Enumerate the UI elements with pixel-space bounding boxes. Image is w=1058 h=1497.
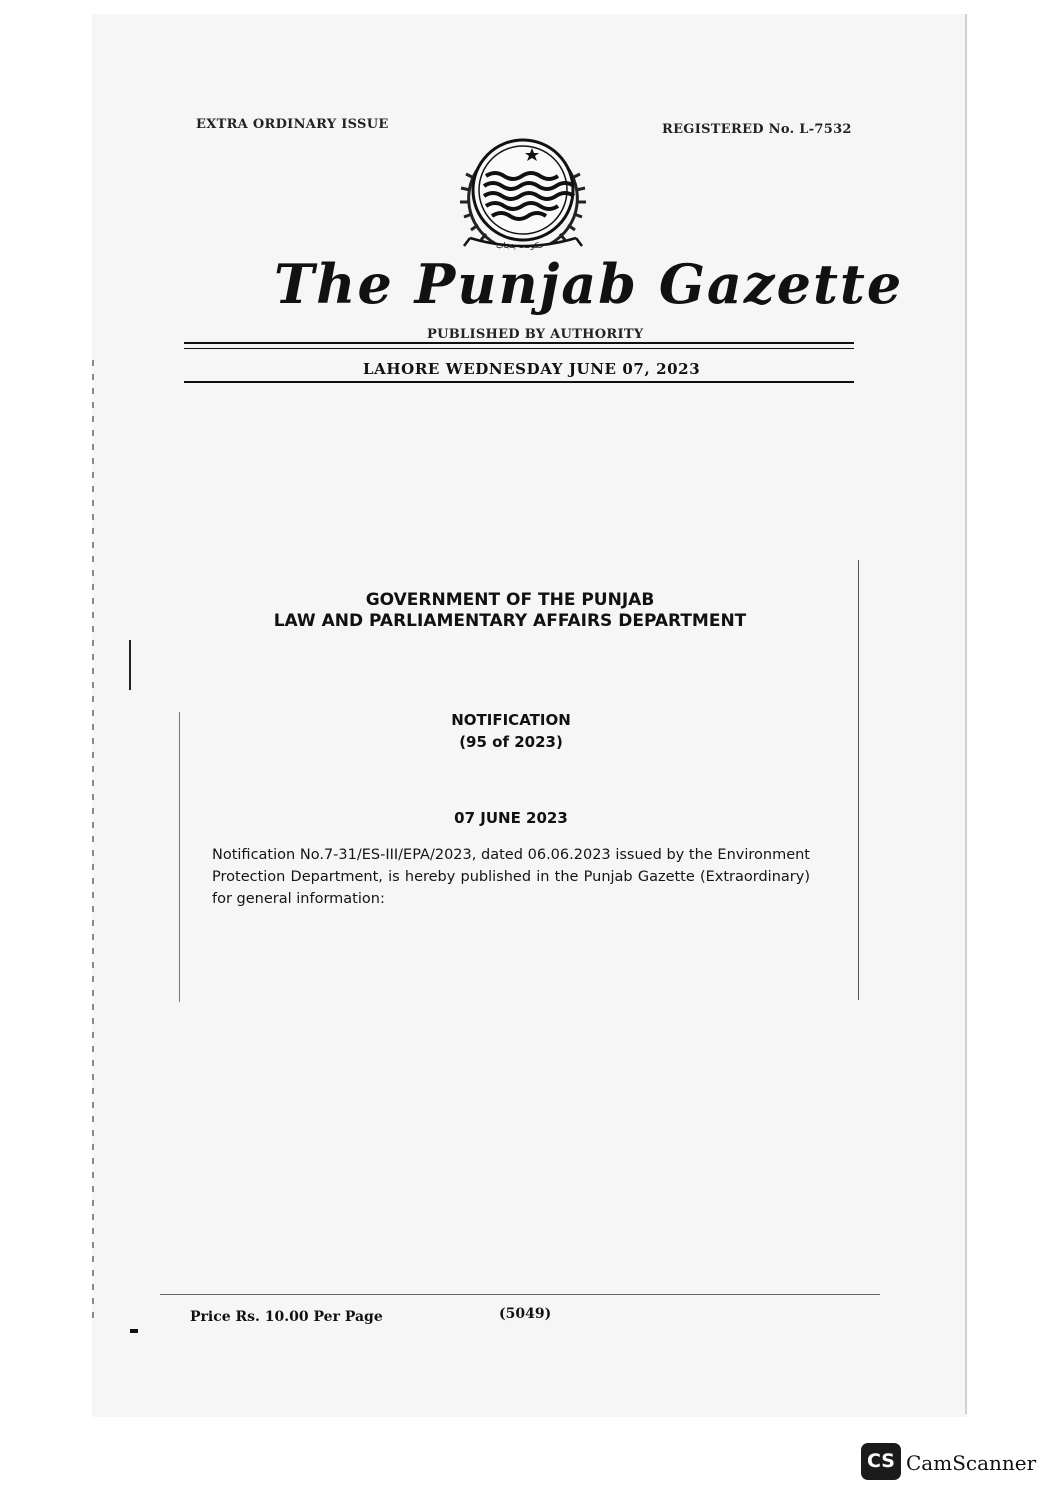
published-by-authority: PUBLISHED BY AUTHORITY (427, 327, 644, 342)
bottom-rule (184, 381, 854, 383)
notification-body: Notification No.7-31/ES-III/EPA/2023, dated 06.06.2023 issued by the Environment Protection Department, is hereby published in the Punjab Gazette (Extraordinary) for general information: (212, 847, 810, 907)
notification-title: NOTIFICATION (451, 711, 571, 729)
price-label: Price Rs. 10.00 Per Page (190, 1309, 383, 1325)
emblem-caption: حکومت پنجاب (496, 241, 544, 250)
scan-edge-left (92, 360, 94, 1320)
punjab-emblem-icon (448, 128, 598, 258)
scan-dot (130, 1329, 138, 1333)
issue-type-label: EXTRA ORDINARY ISSUE (196, 117, 389, 132)
top-rule (184, 342, 854, 344)
government-heading: GOVERNMENT OF THE PUNJAB (365, 590, 655, 610)
camscanner-label: CamScanner (906, 1451, 1037, 1475)
notification-number: (95 of 2023) (459, 733, 563, 751)
top-rule-thin (184, 348, 854, 349)
gazette-title: The Punjab Gazette (274, 252, 904, 316)
page-number: (5049) (499, 1306, 552, 1322)
department-heading: LAW AND PARLIAMENTARY AFFAIRS DEPARTMENT (273, 611, 747, 631)
notification-date: 07 JUNE 2023 (454, 809, 568, 827)
registration-number: REGISTERED No. L-7532 (662, 122, 852, 137)
notice-box-left (179, 712, 180, 1002)
camscanner-logo-icon: CS (861, 1443, 901, 1480)
dateline: LAHORE WEDNESDAY JUNE 07, 2023 (363, 360, 701, 378)
scan-mark (129, 640, 131, 690)
footer-rule (160, 1294, 880, 1295)
